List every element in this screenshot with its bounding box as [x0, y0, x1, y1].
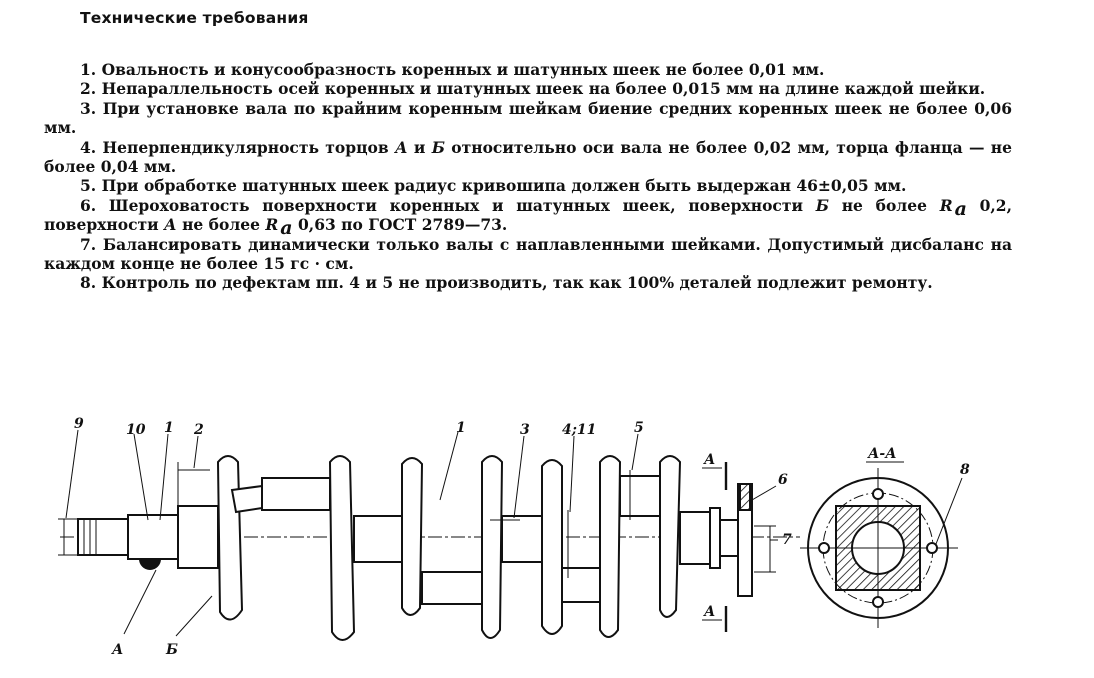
roughness-symbol-2: R — [265, 215, 279, 235]
crankshaft-drawing — [0, 400, 1094, 678]
callout-7: 7 — [782, 532, 792, 548]
rod-journal-1 — [262, 478, 330, 510]
rear-main-journal — [680, 512, 710, 564]
main-journal-2 — [354, 516, 402, 562]
crank-web-5 — [542, 460, 562, 634]
callout-2: 2 — [194, 422, 204, 438]
requirement-4-part-3: относительно оси вала не более 0,02 мм, торца фланца — не более 0,04 мм. — [44, 137, 1012, 177]
requirement-3: 3. При установке вала по крайним коренным шейкам биение средних коренных шеек не более 0,06 мм. — [44, 98, 1012, 138]
crank-web-4 — [482, 456, 502, 638]
requirement-1: 1. Овальность и конусообразность коренных и шатунных шеек не более 0,01 мм. — [80, 60, 825, 79]
surface-a-label: А — [112, 642, 124, 658]
callout-5: 5 — [634, 420, 644, 436]
shaft-nose — [78, 519, 128, 555]
requirement-4-part-1: 4. Неперпендикулярность торцов — [80, 137, 389, 157]
requirement-6-part-3: 0,2, поверхности — [44, 195, 1012, 235]
requirement-7: 7. Балансировать динамически только валы с наплавленными шейками. Допустимый дисбаланс на каждом конце не более 15 гс · см. — [44, 234, 1012, 274]
requirement-2: 2. Непараллельность осей коренных и шатунных шеек на более 0,015 мм на длине каждой шейки. — [80, 79, 986, 99]
crank-web-1 — [218, 456, 242, 620]
face-a-symbol: А — [394, 137, 408, 157]
face-b-symbol-2: Б — [815, 195, 829, 215]
requirement-5: 5. При обработке шатунных шеек радиус кривошипа должен быть выдержан 46±0,05 мм. — [80, 176, 907, 196]
crank-web-3 — [402, 458, 422, 615]
face-b-symbol: Б — [431, 137, 445, 157]
requirement-6-part-4: не более — [182, 215, 260, 235]
roughness-subscript-1: a — [954, 197, 967, 220]
section-mark-bottom: А — [704, 604, 716, 620]
requirements-list — [44, 60, 1012, 293]
callout-1-middle: 1 — [456, 420, 466, 436]
page-title: Технические требования — [80, 9, 309, 27]
requirement-4-part-2: и — [413, 137, 426, 157]
crank-web-7 — [660, 456, 680, 617]
oil-seal-ring — [710, 508, 720, 568]
callout-1-front: 1 — [164, 420, 174, 436]
requirement-6-part-1: 6. Шероховатость поверхности коренных и шатунных шеек, поверхности — [80, 195, 803, 215]
requirement-6-part-2: не более — [841, 195, 927, 215]
crank-web-6 — [600, 456, 620, 637]
surface-b-label: Б — [166, 642, 178, 658]
main-journal-3 — [502, 516, 542, 562]
requirement-8: 8. Контроль по дефектам пп. 4 и 5 не производить, так как 100% деталей подлежит ремонту. — [80, 273, 933, 293]
rod-journal-2 — [422, 572, 482, 604]
roughness-symbol-1: R — [939, 195, 953, 215]
callout-10: 10 — [126, 422, 146, 438]
requirement-6 — [44, 195, 1012, 240]
requirement-6-part-5: 0,63 по ГОСТ 2789—73. — [298, 215, 508, 235]
requirement-4 — [44, 138, 1012, 177]
crank-web-2 — [330, 456, 354, 640]
callout-4-11: 4;11 — [562, 422, 597, 438]
rod-journal-4 — [620, 476, 660, 516]
callout-3: 3 — [520, 422, 530, 438]
section-title: А-А — [868, 446, 897, 462]
callout-9: 9 — [74, 416, 84, 432]
callout-8: 8 — [960, 462, 970, 478]
main-journal-1 — [178, 506, 218, 568]
section-mark-top: А — [704, 452, 716, 468]
front-shaft — [128, 515, 180, 559]
roughness-subscript-2: a — [280, 217, 293, 240]
face-a-symbol-2: А — [164, 215, 177, 235]
callout-6: 6 — [778, 472, 788, 488]
